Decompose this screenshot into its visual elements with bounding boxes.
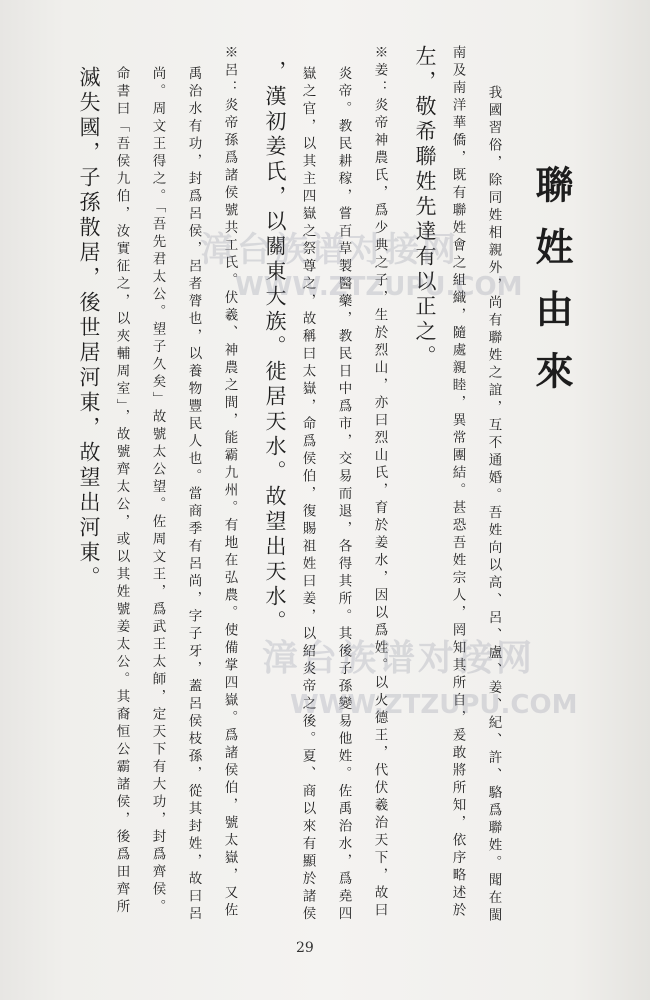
text-column-6: 嶽之官，以其主四嶽之祭尊之，故稱曰太嶽，命爲侯伯，復賜祖姓曰姜，以紹炎帝之後。夏、商以來有顯於諸侯 [299,66,316,924]
page-number: 29 [296,940,314,956]
text-column-10: 尚。周文王得之。「吾先君太公。望子久矣」故號太公望。佐周文王，爲武王太師，定天下有大功，封爲齊侯。 [149,66,166,917]
watermark-url: WWW.ZTZUPU.COM [290,690,578,720]
watermark-url: WWW.ZTZUPU.COM [235,272,523,302]
text-column-8: ※呂：炎帝孫爲諸侯號共工氏。伏羲、神農之間，能霸九州。有地在弘農。使備掌四嶽。爲諸侯伯，號太嶽，又佐 [221,45,238,920]
text-column-9: 禹治水有功，封爲呂侯，呂者膂也，以養物豐民人也。當商季有呂尚，字子牙，蓋呂侯枝孫，從其封姓，故曰呂 [185,66,202,924]
page-title: 聯姓由來 [529,165,573,413]
watermark-text: 漳台族谱对接网 [262,638,536,679]
text-column-11: 命書曰「吾侯九伯，汝實征之，以夾輔周室」，故號齊太公，或以其姓號姜太公。其裔恒公霸諸侯，後爲田齊所 [113,66,130,917]
watermark-text: 漳台族谱对接网 [200,230,459,270]
text-column-3: 左，敬希聯姓先達有以正之。 [413,45,437,370]
text-column-4: ※姜：炎帝神農氏，爲少典之子，生於烈山，亦曰烈山氏，育於姜水，因以爲姓。以火德王，代伏羲治天下，故曰 [371,45,388,920]
text-column-2: 南及南洋華僑，既有聯姓會之組織，隨處親睦，異常團結。甚恐吾姓宗人，罔知其所自，爰敢將所知，依序略述於 [449,45,466,920]
text-column-12: 滅失國，子孫散居，後世居河東，故望出河東。 [77,66,101,591]
text-column-1: 我國習俗，除同姓相親外，尚有聯姓之誼，互不通婚。吾姓向以高、呂、盧、姜、紀、許、駱爲聯姓。聞在閩 [485,85,502,925]
text-column-7: ，漢初姜氏，以關東大族。徙居天水。故望出天水。 [263,60,287,635]
text-column-5: 炎帝。教民耕稼，嘗百草製醫藥，教民日中爲市，交易而退，各得其所。其後子孫變易他姓。佐禹治水，爲堯四 [335,66,352,924]
